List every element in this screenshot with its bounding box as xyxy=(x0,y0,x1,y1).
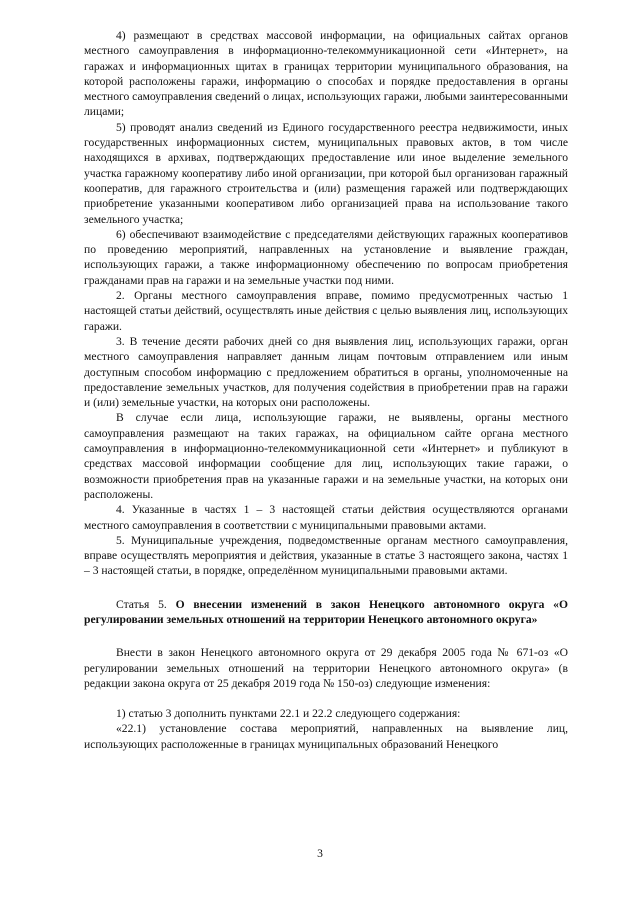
article-5-quote: «22.1) установление состава мероприятий, направленных на выявление лиц, использующих расположенные в границах муниципальных образований Ненецкого xyxy=(84,722,568,751)
paragraph-part-3-continuation: В случае если лица, использующие гаражи, не выявлены, органы местного самоуправления размещают на таких гаражах, на официальном сайте органа местного самоуправления в информационно-телекоммуникационной сети «Интернет» и публикуют в средствах массовой информации сообщение для лиц, использующих такие гаражи, о возможности приобретения прав на указанные гаражи и на земельные участки, на которых они расположены. xyxy=(84,411,568,501)
article-5-title: О внесении изменений в закон Ненецкого автономного округа «О регулировании земельных отношений на территории Ненецкого автономного округа» xyxy=(84,597,568,626)
paragraph-item-5: 5) проводят анализ сведений из Единого государственного реестра недвижимости, иных государственных информационных систем, муниципальных правовых актов, в том числе находящихся в архивах, подтверждающих предоставление или иное выделение земельного участка гаражному кооперативу либо иной организации, при которой был организован гаражный кооператив, для гаражного строительства и (или) размещения гаражей или подтверждающих приобретение указанными кооперативом либо организацией права на использование такого земельного участка; xyxy=(84,120,568,226)
paragraph-part-4: 4. Указанные в частях 1 – 3 настоящей статьи действия осуществляются органами местного самоуправления в соответствии с муниципальными правовыми актами. xyxy=(84,503,568,532)
paragraph-part-2: 2. Органы местного самоуправления вправе, помимо предусмотренных частью 1 настоящей статьи действий, осуществлять иные действия с целью выявления лиц, использующих гаражи. xyxy=(84,289,568,333)
paragraph-part-5: 5. Муниципальные учреждения, подведомственные органам местного самоуправления, вправе осуществлять мероприятия и действия, указанные в статье 3 настоящего закона, частях 1 – 3 настоящей статьи, в порядке, определённом муниципальными правовыми актами. xyxy=(84,533,568,578)
article-5-intro: Внести в закон Ненецкого автономного округа от 29 декабря 2005 года № 671-оз «О регулировании земельных отношений на территории Ненецкого автономного округа» (в редакции закона округа от 25 декабря 2019 года № 150-оз) следующие изменения: xyxy=(84,646,568,690)
page-number: 3 xyxy=(317,847,323,860)
article-5-label: Статья 5. xyxy=(116,597,167,611)
article-5-heading xyxy=(84,597,568,628)
paragraph-part-3: 3. В течение десяти рабочих дней со дня выявления лиц, использующих гаражи, орган местного самоуправления направляет данным лицам почтовым отправлением или иным доступным способом информацию с предложением обратиться в органы, уполномоченные на предоставление земельных участков, для получения содействия в приобретении прав на гаражи и (или) земельные участки, на которых они расположены. xyxy=(84,334,568,410)
paragraph-item-6: 6) обеспечивают взаимодействие с председателями действующих гаражных кооперативов по проведению мероприятий, направленных на установление и выявление граждан, использующих гаражи, а также информационному обеспечению по вопросам приобретения гражданами прав на гаражи и на земельные участки под ними. xyxy=(84,227,568,287)
article-5-item-1: 1) статью 3 дополнить пунктами 22.1 и 22.2 следующего содержания: xyxy=(116,707,461,721)
paragraph-item-4: 4) размещают в средствах массовой информации, на официальных сайтах органов местного самоуправления в информационно-телекоммуникационной сети «Интернет», на гаражах и информационных щитах в границах территории муниципального образования, на которой расположены гаражи, информацию о способах и порядке предоставления в органы местного самоуправления сведений о лицах, использующих гаражи, любыми заинтересованными лицами; xyxy=(84,29,568,119)
